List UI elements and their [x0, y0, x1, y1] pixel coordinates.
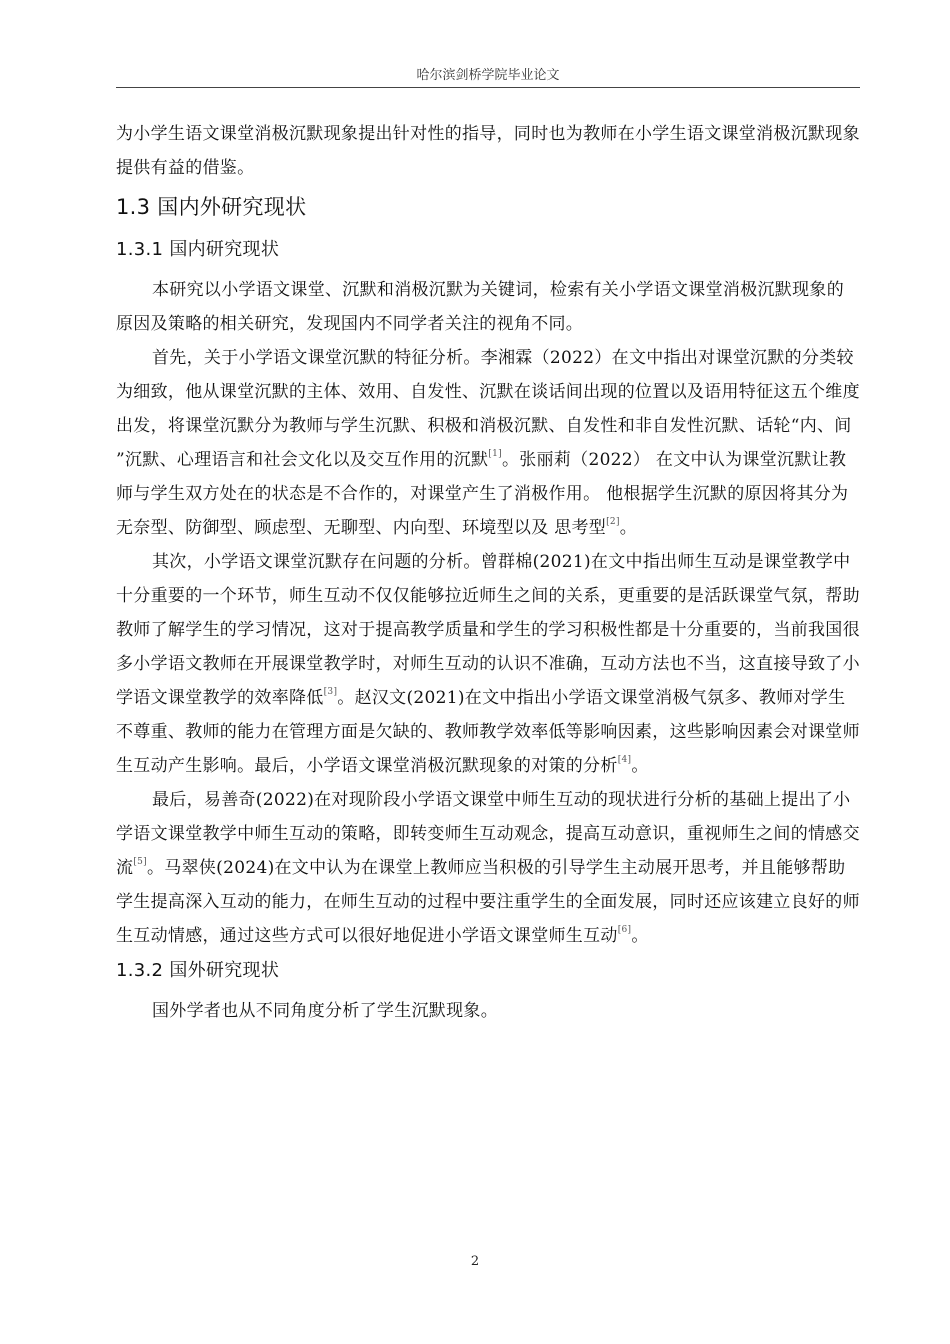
citation-2: [2]: [606, 517, 620, 527]
page-number: 2: [470, 1254, 480, 1269]
paragraph-features: [116, 341, 860, 545]
paragraph-text: 。张丽莉（2022） 在文中认为课堂沉默让教师与学生双方处在的状态是不合作的，对课堂产生了消极作用。 他根据学生沉默的原因将其分为无奈型、防御型、顾虑型、无聊型、内向型、环境型以及 思考型: [116, 450, 849, 538]
paragraph-text: 。马翠侠(2024)在文中认为在课堂上教师应当积极的引导学生主动展开思考，并且能够帮助学生提高深入互动的能力，在师生互动的过程中要注重学生的全面发展，同时还应该建立良好的师生互动情感，通过这些方式可以很好地促进小学语文课堂师生互动: [116, 858, 860, 946]
paragraph-problems: [116, 545, 860, 783]
header-divider: [116, 87, 860, 88]
citation-3: [3]: [323, 687, 338, 697]
body-content: [116, 117, 860, 1028]
citation-4: [4]: [617, 755, 632, 765]
section-heading-1-3: 1.3 国内外研究现状: [116, 195, 307, 219]
paragraph-text: 。: [619, 518, 638, 538]
paragraph-intro: 本研究以小学语文课堂、沉默和消极沉默为关键词，检索有关小学语文课堂消极沉默现象的原因及策略的相关研究，发现国内不同学者关注的视角不同。: [116, 280, 844, 334]
paragraph-foreign: 国外学者也从不同角度分析了学生沉默现象。: [152, 1001, 498, 1021]
paragraph-text: 。赵汉文(2021)在文中指出小学语文课堂消极气氛多、教师对学生不尊重、教师的能力在管理方面是欠缺的、教师教学效率低等影响因素，这些影响因素会对课堂师生互动产生影响。最后，小学语文课堂消极沉默现象的对策的分析: [116, 688, 860, 776]
subsection-heading-1-3-2: 1.3.2 国外研究现状: [116, 960, 280, 981]
paragraph-text: 。: [631, 926, 649, 946]
paragraph-text: 其次，小学语文课堂沉默存在问题的分析。曾群棉(2021)在文中指出师生互动是课堂教学中十分重要的一个环节，师生互动不仅仅能够拉近师生之间的关系，更重要的是活跃课堂气氛，帮助教师了解学生的学习情况，这对于提高教学质量和学生的学习积极性都是十分重要的，当前我国很多小学语文教师在开展课堂教学时，对师生互动的认识不准确，互动方法也不当，这直接导致了小学语文课堂教学的效率降低: [116, 552, 860, 708]
subsection-heading-1-3-1: 1.3.1 国内研究现状: [116, 239, 280, 260]
paragraph-text: 首先，关于小学语文课堂沉默的特征分析。李湘霖（2022）在文中指出对课堂沉默的分类较为细致，他从课堂沉默的主体、效用、自发性、沉默在谈话间出现的位置以及语用特征这五个维度出发，将课堂沉默分为教师与学生沉默、积极和消极沉默、自发性和非自发性沉默、话轮“内、间 ”沉默、心理语言和社会文化以及交互作用的沉默: [116, 348, 860, 470]
citation-1: [1]: [488, 449, 502, 459]
running-header: 哈尔滨剑桥学院毕业论文: [416, 68, 560, 83]
paragraph-strategies: [116, 783, 860, 953]
paragraph-continued: 为小学生语文课堂消极沉默现象提出针对性的指导，同时也为教师在小学生语文课堂消极沉默现象提供有益的借鉴。: [116, 124, 860, 178]
paragraph-text: 最后，易善奇(2022)在对现阶段小学语文课堂中师生互动的现状进行分析的基础上提出了小学语文课堂教学中师生互动的策略，即转变师生互动观念，提高互动意识，重视师生之间的情感交流: [116, 790, 860, 878]
citation-5: [5]: [133, 857, 147, 867]
citation-6: [6]: [617, 925, 632, 935]
paragraph-text: 。: [631, 756, 649, 776]
